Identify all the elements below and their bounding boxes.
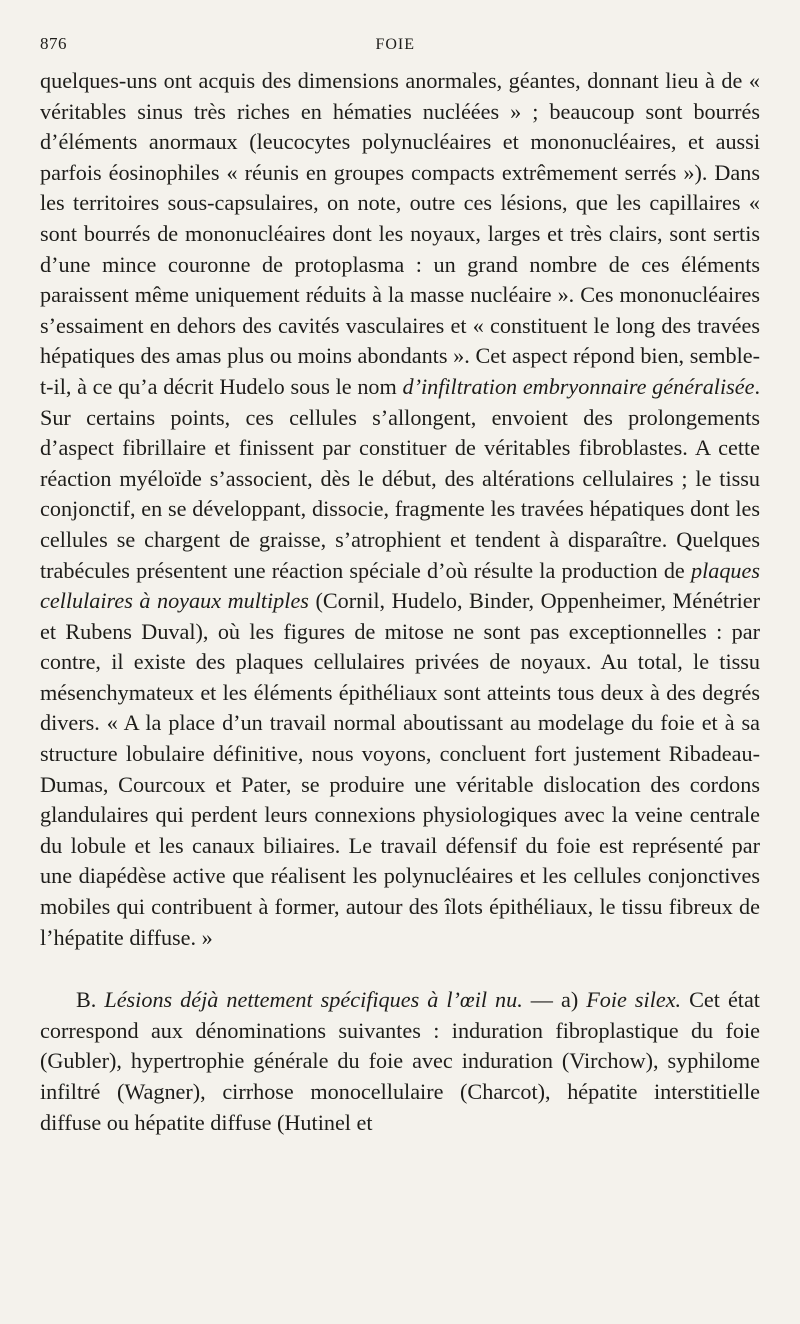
running-header bbox=[40, 34, 760, 54]
italic-heading: Lésions déjà nettement spécifiques à l’œil nu. bbox=[104, 987, 523, 1013]
text-run: — a) bbox=[522, 987, 587, 1013]
body-paragraph-2 bbox=[40, 985, 760, 1138]
text-run: . Sur certains points, ces cellules s’allongent, envoient des prolongements d’aspect fibrillaire et finissent par constituer de véritables fibroblastes. A cette réaction myéloïde s’associent, dès le début, des altérations cellulaires ; le tissu conjonctif, en se développant, dissocie, fragmente les travées hépatiques dont les cellules se chargent de graisse, s’atrophient et tendent à disparaître. Quelques trabécules présentent une réaction spéciale d’où résulte la production de bbox=[40, 373, 760, 583]
section-label: B. bbox=[76, 987, 105, 1013]
text-run: (Cornil, Hudelo, Binder, Oppenheimer, Ménétrier et Rubens Duval), où les figures de mitose ne sont pas exceptionnelles : par contre, il existe des plaques cellulaires privées de noyaux. Au total, le tissu mésenchymateux et les éléments épithéliaux sont atteints tous deux à des degrés divers. « A la place d’un travail normal aboutissant au modelage du foie et à sa structure lobulaire définitive, nous voyons, concluent fort justement Ribadeau-Dumas, Courcoux et Pater, se produire une véritable dislocation des cordons glandulaires qui perdent leurs connexions physiologiques avec la veine centrale du lobule et les canaux biliaires. Le travail défensif du foie est représenté par une diapédèse active que réalisent les polynucléaires et les cellules conjonctives mobiles qui contribuent à former, autour des îlots épithéliaux, le tissu fibreux de l’hépatite diffuse. » bbox=[40, 588, 760, 950]
running-title: FOIE bbox=[375, 36, 415, 53]
italic-term: d’infiltration embryonnaire généralisée bbox=[402, 373, 755, 399]
text-run: Cet état correspond aux dénominations suivantes : induration fibroplastique du foie (Gubler), hypertrophie générale du foie avec induration (Virchow), syphilome infiltré (Wagner), cirrhose monocellulaire (Charcot), hépatite interstitielle diffuse ou hépatite diffuse (Hutinel et bbox=[40, 987, 760, 1135]
italic-term: plaques cellulaires à noyaux multiples bbox=[40, 557, 760, 614]
page-number: 876 bbox=[40, 34, 67, 53]
body-paragraph-1 bbox=[40, 66, 760, 953]
italic-heading: Foie silex. bbox=[586, 987, 682, 1013]
text-run: quelques-uns ont acquis des dimensions anormales, géantes, donnant lieu à de « véritables sinus très riches en hématies nucléées » ; beaucoup sont bourrés d’éléments anormaux (leucocytes polynucléaires et mononucléaires, et aussi parfois éosinophiles « réunis en groupes compacts extrêmement serrés »). Dans les territoires sous-capsulaires, on note, outre ces lésions, que les capillaires « sont bourrés de mononucléaires dont les noyaux, larges et très clairs, sont sertis d’une mince couronne de protoplasma : un grand nombre de ces éléments paraissent même uniquement réduits à la masse nucléaire ». Ces mononucléaires s’essaiment en dehors des cavités vasculaires et « constituent le long des travées hépatiques des amas plus ou moins abondants ». Cet aspect répond bien, semble-t-il, à ce qu’a décrit Hudelo sous le nom bbox=[40, 68, 760, 399]
